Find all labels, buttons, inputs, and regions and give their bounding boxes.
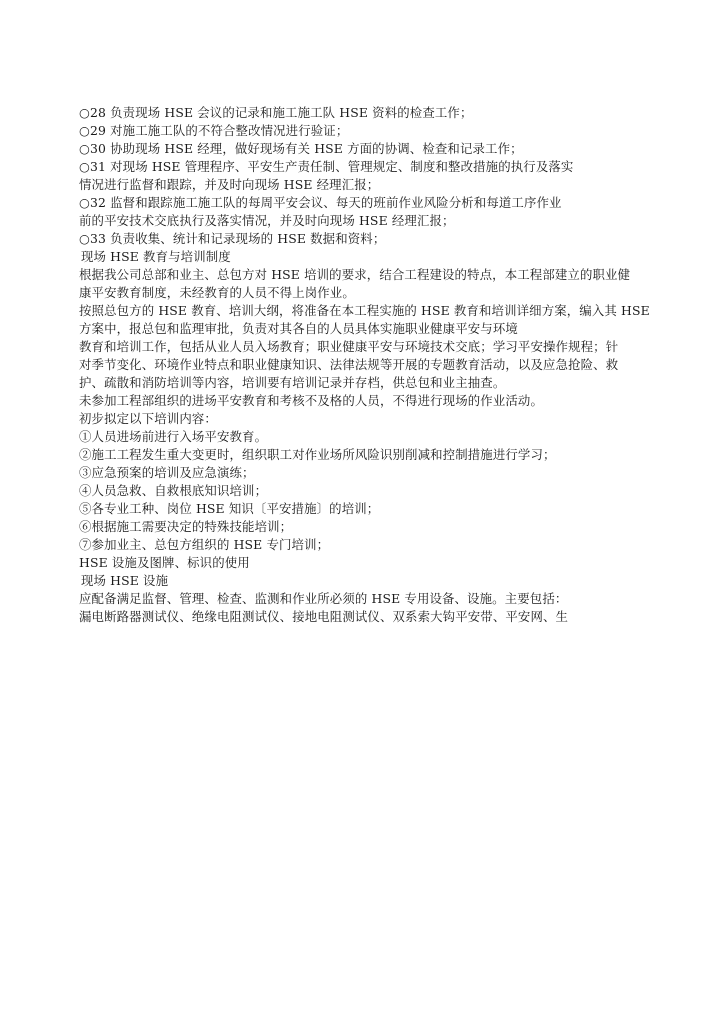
- document-body: [79, 104, 669, 626]
- training-item-5: ⑤各专业工种、岗位 HSE 知识〔平安措施〕的培训；: [79, 501, 380, 516]
- training-item-7: ⑦参加业主、总包方组织的 HSE 专门培训；: [79, 537, 330, 552]
- list-item-31: ○31 对现场 HSE 管理程序、平安生产责任制、管理规定、制度和整改措施的执行及落实: [79, 159, 574, 174]
- list-item-32: ○32 监督和跟踪施工施工队的每周平安会议、每天的班前作业风险分析和每道工序作业: [79, 195, 562, 210]
- paragraph-line: 方案中，报总包和监理审批，负责对其各自的人员具体实施职业健康平安与环境: [79, 321, 518, 336]
- list-item-28: ○28 负责现场 HSE 会议的记录和施工施工队 HSE 资料的检查工作；: [79, 105, 473, 120]
- section-heading-training: 现场 HSE 教育与培训制度: [81, 249, 231, 264]
- list-item-29: ○29 对施工施工队的不符合整改情况进行验证；: [79, 123, 349, 138]
- paragraph-line: 康平安教育制度，未经教育的人员不得上岗作业。: [79, 285, 355, 300]
- training-item-1: ①人员进场前进行入场平安教育。: [79, 429, 268, 444]
- list-item-32-continued: 前的平安技术交底执行及落实情况，并及时向现场 HSE 经理汇报；: [79, 213, 455, 228]
- section-heading-site-facilities: 现场 HSE 设施: [81, 573, 169, 588]
- paragraph-line: 漏电断路器测试仪、绝缘电阻测试仪、接地电阻测试仪、双系索大钩平安带、平安网、生: [79, 609, 569, 624]
- section-heading-facilities-signage: HSE 设施及图牌、标识的使用: [79, 555, 250, 570]
- paragraph-line: 按照总包方的 HSE 教育、培训大纲，将准备在本工程实施的 HSE 教育和培训详细方案，编入其 HSE: [79, 303, 650, 318]
- paragraph-line: 未参加工程部组织的进场平安教育和考核不及格的人员，不得进行现场的作业活动。: [79, 393, 544, 408]
- paragraph-line: 护、疏散和消防培训等内容，培训要有培训记录并存档，供总包和业主抽查。: [79, 375, 506, 390]
- training-item-6: ⑥根据施工需要决定的特殊技能培训；: [79, 519, 293, 534]
- training-item-2: ②施工工程发生重大变更时，组织职工对作业场所风险识别削减和控制措施进行学习；: [79, 447, 556, 462]
- paragraph-line: 初步拟定以下培训内容：: [79, 411, 217, 426]
- paragraph-line: 教育和培训工作，包括从业人员入场教育；职业健康平安与环境技术交底；学习平安操作规程；针: [79, 339, 619, 354]
- list-item-31-continued: 情况进行监督和跟踪，并及时向现场 HSE 经理汇报；: [79, 177, 380, 192]
- training-item-4: ④人员急救、自救根底知识培训；: [79, 483, 268, 498]
- training-item-3: ③应急预案的培训及应急演练；: [79, 465, 255, 480]
- paragraph-line: 对季节变化、环境作业特点和职业健康知识、法律法规等开展的专题教育活动，以及应急抢险、救: [79, 357, 619, 372]
- paragraph-line: 应配备满足监督、管理、检查、监测和作业所必须的 HSE 专用设备、设施。主要包括：: [79, 591, 568, 606]
- list-item-30: ○30 协助现场 HSE 经理，做好现场有关 HSE 方面的协调、检查和记录工作；: [79, 141, 523, 156]
- paragraph-line: 根据我公司总部和业主、总包方对 HSE 培训的要求，结合工程建设的特点，本工程部建立的职业健: [79, 267, 631, 282]
- list-item-33: ○33 负责收集、统计和记录现场的 HSE 数据和资料；: [79, 231, 386, 246]
